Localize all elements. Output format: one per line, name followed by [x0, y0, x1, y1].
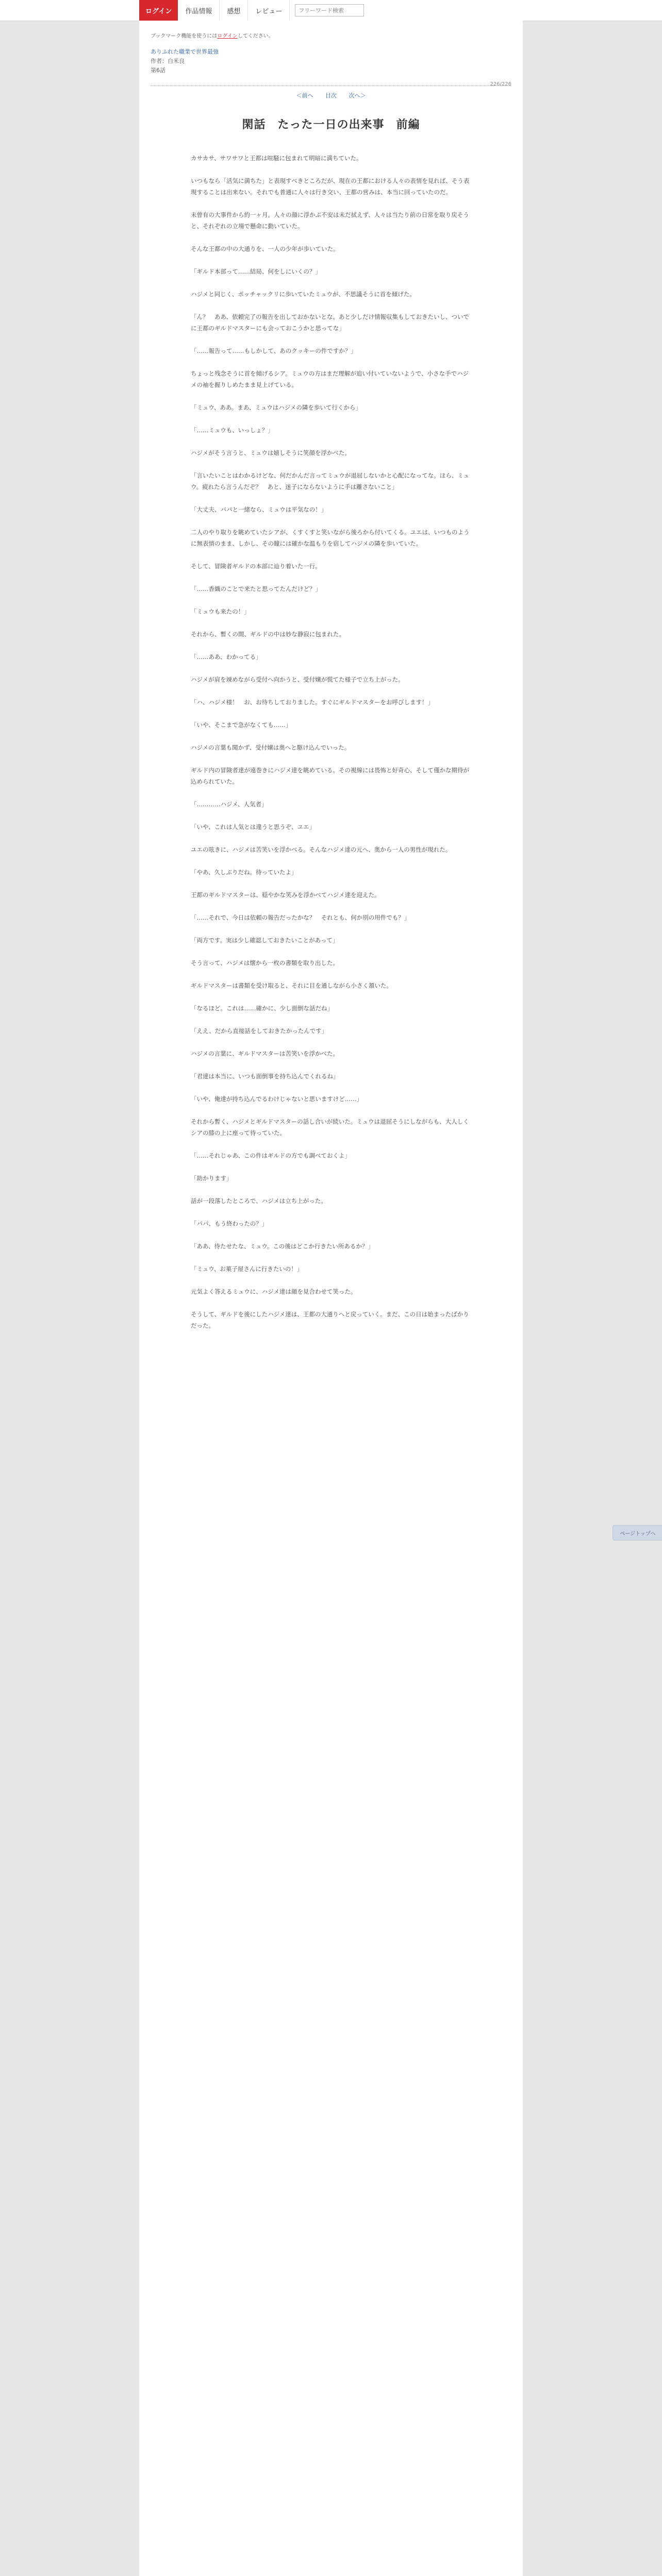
author-line [151, 57, 511, 66]
novel-paragraph: 「君達は本当に、いつも面倒事を持ち込んでくれるね」 [191, 1073, 339, 1080]
novel-paragraph: そして、冒険者ギルドの本部に辿り着いた一行。 [191, 563, 321, 570]
novel-paragraph: ハジメと同じく、ポッチャックリに歩いていたミュウが、不思議そうに首を傾げた。 [191, 291, 416, 298]
novel-paragraph: そんな王都の中の大通りを、一人の少年が歩いていた。 [191, 245, 339, 252]
novel-paragraph: ハジメの言葉に、ギルドマスターは苦笑いを浮かべた。 [191, 1050, 339, 1057]
novel-paragraph: ユエの呟きに、ハジメは苦笑いを浮かべる。そんなハジメ達の元へ、奥から一人の男性が現れた。 [191, 846, 452, 853]
series-title[interactable]: ありふれた職業で世界最強 [151, 48, 219, 55]
page-header [139, 21, 523, 75]
novel-paragraph: ギルドマスターは書類を受け取ると、それに目を通しながら小さく頷いた。 [191, 982, 392, 989]
nav-work-info[interactable]: 作品情報 [178, 0, 220, 21]
novel-paragraph: ギルド内の冒険者達が遠巻きにハジメ達を眺めている。その視線には畏怖と好奇心、そして僅かな期待が込められていた。 [191, 767, 470, 785]
novel-page [139, 21, 523, 2576]
login-note-prefix: ブックマーク機能を使うには [151, 33, 218, 39]
novel-paragraph: 「……報告って……もしかして、あのクッキーの件ですか？」 [191, 347, 357, 354]
novel-paragraph: それから暫く、ハジメとギルドマスターの話し合いが続いた。ミュウは退屈そうにしながらも、大人しくシアの膝の上に座って待っていた。 [191, 1118, 469, 1137]
toc-link[interactable]: 目次 [325, 92, 337, 99]
novel-paragraph: 「……香織のことで来たと思ってたんだけど？」 [191, 585, 321, 592]
novel-paragraph: 「ミュウ、お菓子屋さんに行きたいの！」 [191, 1265, 303, 1273]
nav-reviews[interactable]: レビュー [248, 0, 290, 21]
novel-paragraph: 二人のやり取りを眺めていたシアが、くすくすと笑いながら後ろから付いてくる。ユエは、いつものように無表情のまま、しかし、その瞳には確かな温もりを宿してハジメの隣を歩いていた。 [191, 529, 470, 547]
prev-link[interactable]: ＜前へ [296, 92, 313, 99]
novel-paragraph: 「ええ、だから直接話をしておきたかったんです」 [191, 1027, 328, 1035]
login-note [151, 32, 511, 41]
novel-paragraph: ハジメの言葉も聞かず、受付嬢は奥へと駆け込んでいった。 [191, 744, 351, 751]
novel-paragraph: 「助かります」 [191, 1175, 233, 1182]
novel-paragraph: 「ギルド本部って……結局、何をしにいくの？」 [191, 268, 321, 275]
page-top-button[interactable]: ページトップへ [613, 1525, 662, 1540]
login-link[interactable]: ログイン [217, 33, 238, 39]
novel-paragraph: 王都のギルドマスターは、穏やかな笑みを浮かべてハジメ達を迎えた。 [191, 891, 380, 899]
top-nav [0, 0, 662, 21]
author-prefix: 作者： [151, 58, 168, 64]
episode-label: 第6話 [151, 67, 166, 74]
pager [139, 91, 523, 99]
novel-paragraph: 「……それじゃあ、この件はギルドの方でも調べておくよ」 [191, 1152, 351, 1159]
novel-paragraph: それから、暫くの間、ギルドの中は妙な静寂に包まれた。 [191, 631, 345, 638]
novel-paragraph: 「いや、俺達が持ち込んでるわけじゃないと思いますけど……」 [191, 1095, 363, 1103]
novel-paragraph: 「大丈夫、パパと一緒なら、ミュウは平気なの！」 [191, 506, 327, 513]
novel-paragraph: 「なるほど。これは……確かに、少し面倒な話だね」 [191, 1005, 333, 1012]
novel-paragraph: 未曾有の大事件から約一ヶ月。人々の顔に浮かぶ不安は未だ拭えず、人々は当たり前の日常を取り戻そうと、それぞれの立場で懸命に動いていた。 [191, 211, 469, 230]
nav-impressions[interactable]: 感想 [220, 0, 248, 21]
novel-paragraph: カサカサ、サワサワと王都は喧騒に包まれて明暗に満ちていた。 [191, 155, 362, 162]
novel-paragraph: 「パパ、もう終わったの？」 [191, 1220, 268, 1227]
novel-paragraph: 「ああ、待たせたな、ミュウ。この後はどこか行きたい所あるか？」 [191, 1243, 374, 1250]
novel-paragraph: 「ん？ ああ、依頼完了の報告を出しておかないとな。あと少しだけ情報収集もしておきたいし、ついでに王都のギルドマスターにも会っておこうかと思ってな」 [191, 313, 470, 332]
novel-paragraph: 「ハ、ハジメ様！ お、お待ちしておりました。すぐにギルドマスターをお呼びします！」 [191, 699, 434, 706]
novel-paragraph: 「……ミュウも、いっしょ？」 [191, 427, 274, 434]
novel-paragraph: 「いや、そこまで急がなくても……」 [191, 721, 292, 728]
novel-paragraph: 「……それで、今日は依頼の報告だったかな？ それとも、何か別の用件でも？」 [191, 914, 410, 921]
search-input[interactable] [295, 4, 364, 16]
novel-paragraph: 「ミュウも来たの！」 [191, 608, 250, 615]
login-button[interactable]: ログイン [139, 0, 178, 21]
novel-body [139, 132, 523, 1331]
novel-paragraph: ハジメが肩を竦めながら受付へ向かうと、受付嬢が慌てた様子で立ち上がった。 [191, 676, 404, 683]
episode-number: 226/226 [490, 81, 511, 87]
novel-paragraph: そう言って、ハジメは懐から一枚の書類を取り出した。 [191, 959, 339, 967]
novel-paragraph: 「…………ハジメ、人気者」 [191, 801, 268, 808]
novel-paragraph: 元気よく答えるミュウに、ハジメ達は顔を見合わせて笑った。 [191, 1288, 357, 1295]
novel-paragraph: いつもなら「活気に満ちた」と表現すべきところだが、現在の王都における人々の表情を見れば、そう表現することは出来ない。それでも普通に人々は行き交い、王都の営みは、本当に回っていたのだ。 [191, 177, 470, 196]
novel-paragraph: ハジメがそう言うと、ミュウは嬉しそうに笑顔を浮かべた。 [191, 449, 351, 456]
login-note-suffix: してください。 [237, 33, 274, 39]
novel-paragraph: 「ミュウ、ああ。まあ、ミュウはハジメの隣を歩いて行くから」 [191, 404, 361, 411]
novel-paragraph: ちょっと残念そうに首を傾げるシア。ミュウの方はまだ理解が追い付いていないようで、小さな手でハジメの袖を握りしめたまま見上げている。 [191, 370, 469, 388]
next-link[interactable]: 次へ＞ [349, 92, 366, 99]
novel-paragraph: 「両方です。実は少し確認しておきたいことがあって」 [191, 937, 339, 944]
novel-paragraph: 「やあ、久しぶりだね。待っていたよ」 [191, 869, 297, 876]
novel-paragraph: 「いや、これは人気とは違うと思うぞ、ユエ」 [191, 823, 316, 831]
novel-paragraph: 話が一段落したところで、ハジメは立ち上がった。 [191, 1197, 327, 1205]
chapter-title: 閑話 たった一日の出来事 前編 [242, 118, 420, 131]
novel-paragraph: そうして、ギルドを後にしたハジメ達は、王都の大通りへと戻っていく。まだ、この日は始まったばかりだった。 [191, 1311, 469, 1329]
author-name[interactable]: 白米良 [168, 58, 185, 64]
novel-paragraph: 「言いたいことはわかるけどな、何だかんだ言ってミュウが退屈しないかと心配になってな。ほら、ミュウ。疲れたら言うんだぞ？ あと、迷子にならないように手は離さないこと」 [191, 472, 470, 490]
novel-paragraph: 「……ああ、わかってる」 [191, 653, 262, 660]
